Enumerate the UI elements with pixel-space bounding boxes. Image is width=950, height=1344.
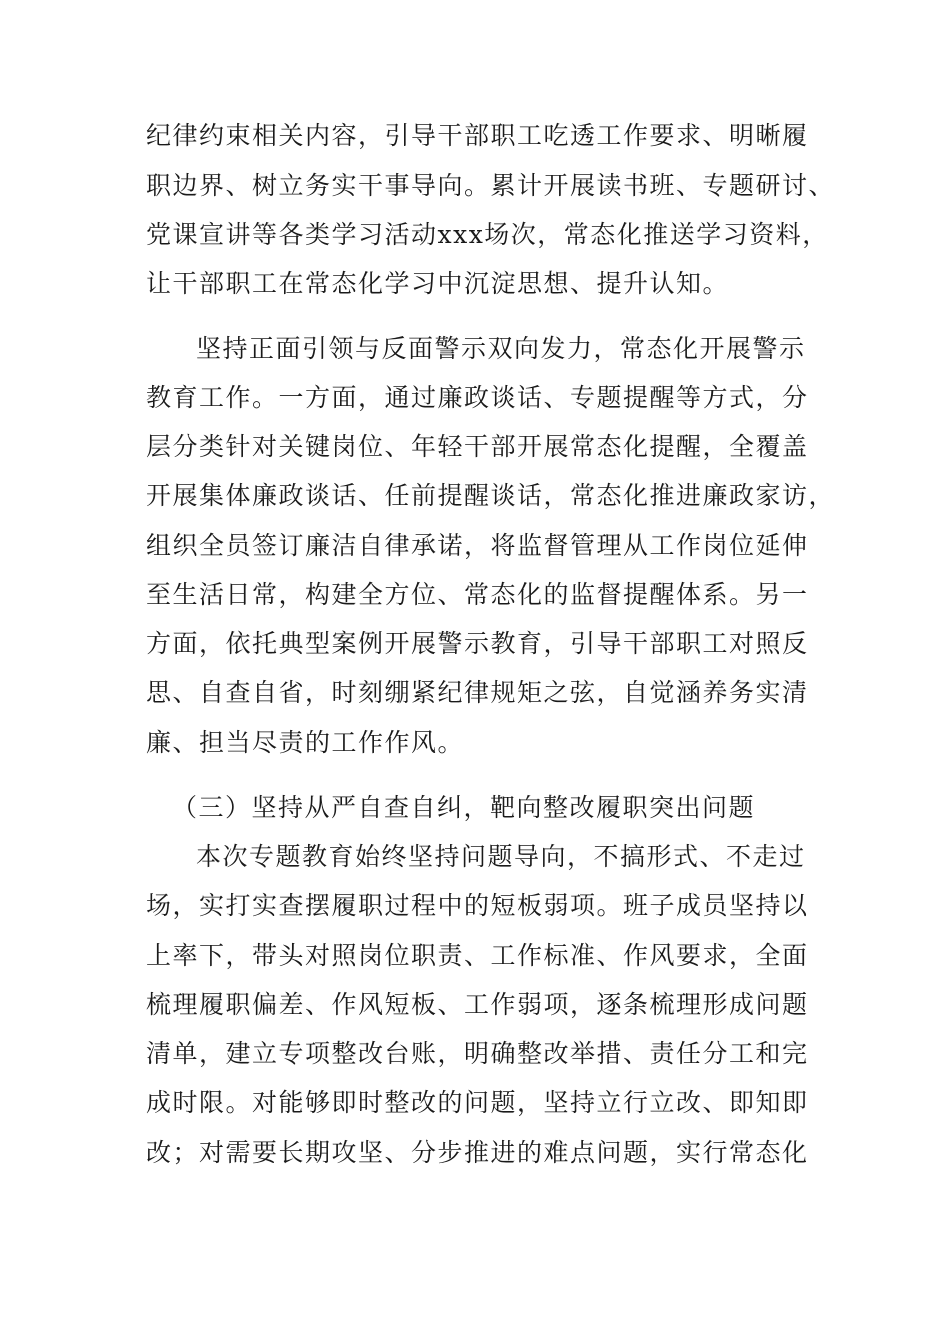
paragraph-first-line: 坚持正面引领与反面警示双向发力，常态化开展警示 xyxy=(196,334,806,363)
text-line: 改；对需要长期攻坚、分步推进的难点问题，实行常态化 xyxy=(146,1138,809,1167)
text-line: 纪律约束相关内容，引导干部职工吃透工作要求、明晰履 xyxy=(146,121,809,150)
text-line: 场，实打实查摆履职过程中的短板弱项。班子成员坚持以 xyxy=(146,891,809,920)
text-line: 梳理履职偏差、作风短板、工作弱项，逐条梳理形成问题 xyxy=(146,990,809,1019)
paragraph-first-line: 本次专题教育始终坚持问题导向，不搞形式、不走过 xyxy=(196,842,806,871)
text-line: 组织全员签订廉洁自律承诺，将监督管理从工作岗位延伸 xyxy=(146,531,809,560)
section-heading: （三）坚持从严自查自纠，靶向整改履职突出问题 xyxy=(172,793,756,822)
text-line: 职边界、树立务实干事导向。累计开展读书班、专题研讨、 xyxy=(146,171,836,200)
text-line: 开展集体廉政谈话、任前提醒谈话，常态化推进廉政家访， xyxy=(146,481,836,510)
text-line: 上率下，带头对照岗位职责、工作标准、作风要求，全面 xyxy=(146,941,809,970)
text-line: 方面，依托典型案例开展警示教育，引导干部职工对照反 xyxy=(146,629,809,658)
text-line: 教育工作。一方面，通过廉政谈话、专题提醒等方式，分 xyxy=(146,383,809,412)
text-line: 清单，建立专项整改台账，明确整改举措、责任分工和完 xyxy=(146,1039,809,1068)
text-line: 思、自查自省，时刻绷紧纪律规矩之弦，自觉涵养务实清 xyxy=(146,678,809,707)
text-line: 廉、担当尽责的工作作风。 xyxy=(146,728,465,757)
text-line: 层分类针对关键岗位、年轻干部开展常态化提醒，全覆盖 xyxy=(146,432,809,461)
text-line: 让干部职工在常态化学习中沉淀思想、提升认知。 xyxy=(146,269,730,298)
text-line: 党课宣讲等各类学习活动xxx场次，常态化推送学习资料， xyxy=(146,220,829,249)
text-line: 至生活日常，构建全方位、常态化的监督提醒体系。另一 xyxy=(146,580,809,609)
text-line: 成时限。对能够即时整改的问题，坚持立行立改、即知即 xyxy=(146,1088,809,1117)
